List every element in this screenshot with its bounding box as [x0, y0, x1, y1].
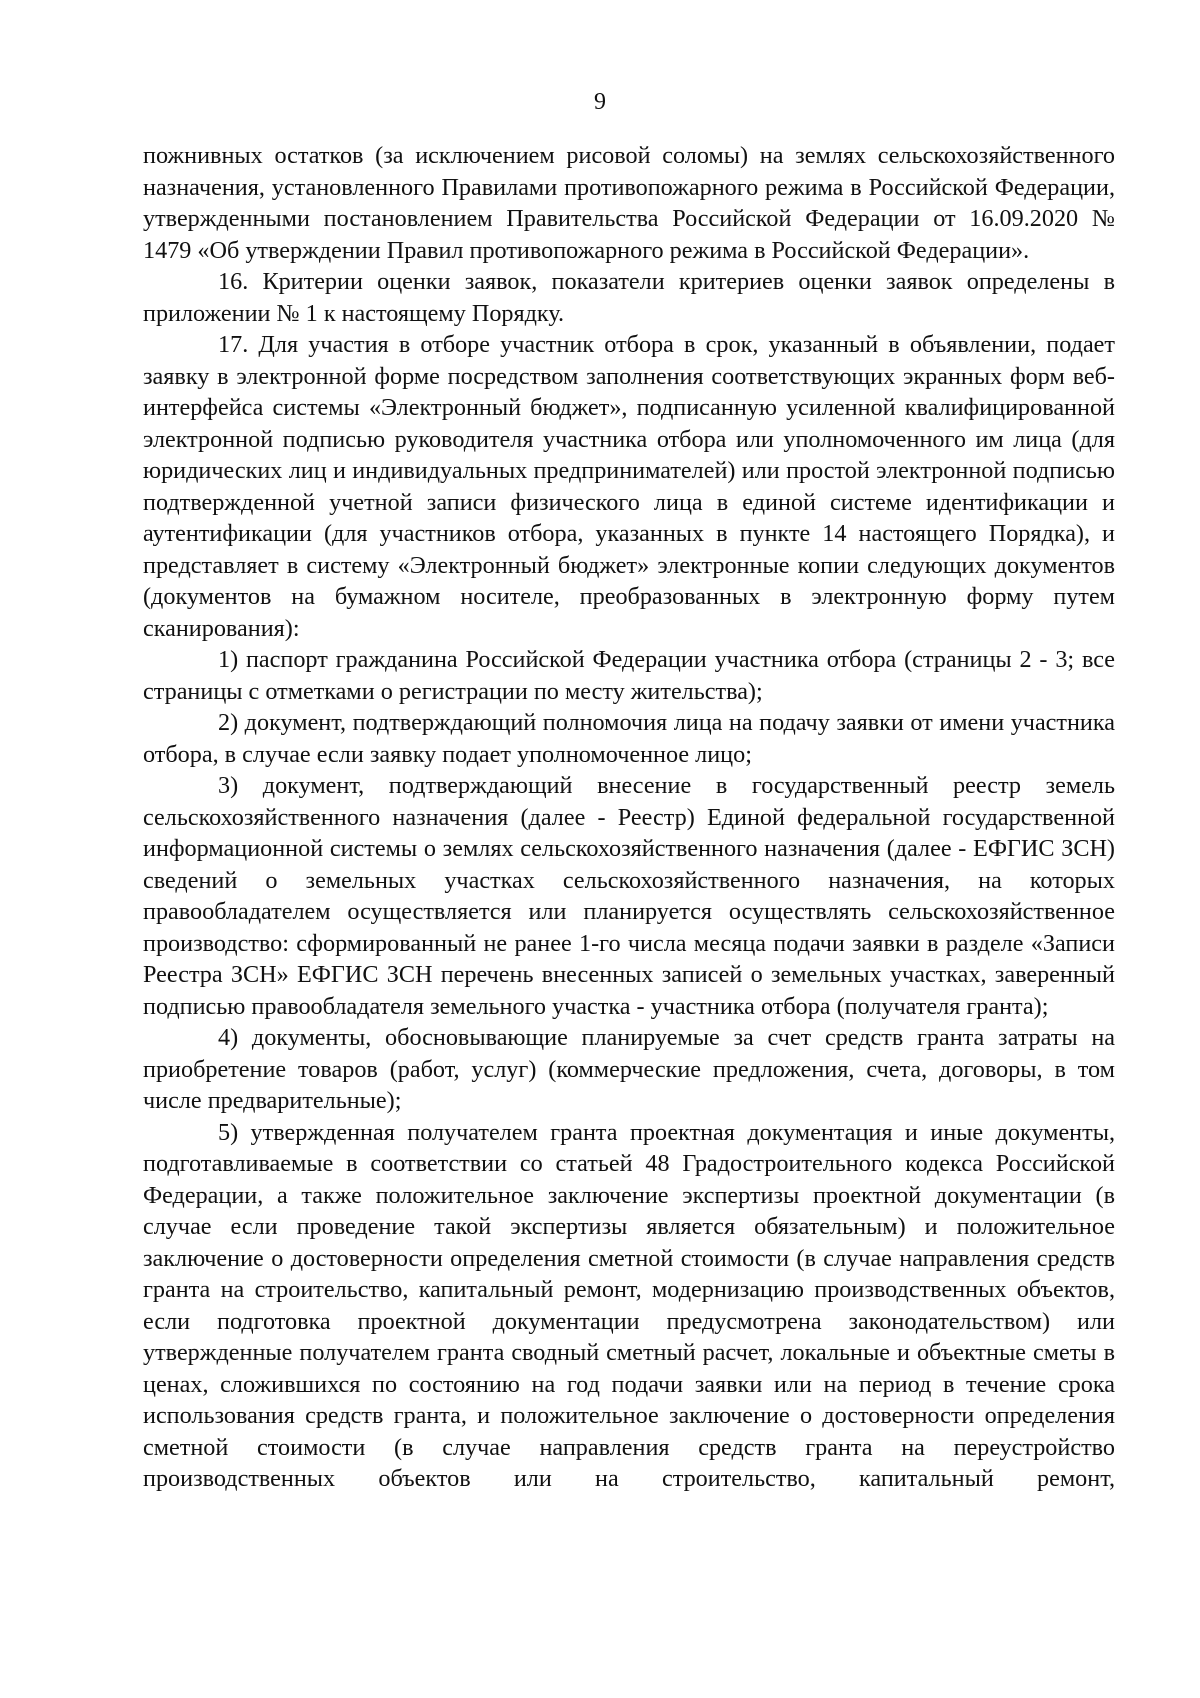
paragraph-subitem-4: 4) документы, обосновывающие планируемые за счет средств гранта затраты на приобретение товаров (работ, услуг) (коммерческие предложения, счета, договоры, в том числе предварительные); [143, 1024, 1115, 1114]
paragraph-continuation: пожнивных остатков (за исключением рисовой соломы) на землях сельскохозяйственного назначения, установленного Правилами противопожарного режима в Российской Федерации, утвержденными постановлением Правительства Российской Федерации от 16.09.2020 № 1479 «Об утверждении Правил противопожарного режима в Российской Федерации». [143, 142, 1115, 264]
paragraph-item-17: 17. Для участия в отборе участник отбора в срок, указанный в объявлении, подает заявку в электронной форме посредством заполнения соответствующих экранных форм веб-интерфейса системы «Электронный бюджет», подписанную усиленной квалифицированной электронной подписью руководителя участника отбора или уполномоченного им лица (для юридических лиц и индивидуальных предпринимателей) или простой электронной подписью подтвержденной учетной записи физического лица в единой системе идентификации и аутентификации (для участников отбора, указанных в пункте 14 настоящего Порядка), и представляет в систему «Электронный бюджет» электронные копии следующих документов (документов на бумажном носителе, преобразованных в электронную форму путем сканирования): [143, 331, 1115, 642]
document-body [143, 140, 1115, 1495]
paragraph-subitem-5: 5) утвержденная получателем гранта проектная документация и иные документы, подготавливаемые в соответствии со статьей 48 Градостроительного кодекса Российской Федерации, а также положительное заключение экспертизы проектной документации (в случае если проведение такой экспертизы является обязательным) и положительное заключение о достоверности определения сметной стоимости (в случае направления средств гранта на строительство, капитальный ремонт, модернизацию производственных объектов, если подготовка проектной документации предусмотрена законодательством) или утвержденные получателем гранта сводный сметный расчет, локальные и объектные сметы в ценах, сложившихся по состоянию на год подачи заявки или на период в течение срока использования средств гранта, и положительное заключение о достоверности определения сметной стоимости (в случае направления средств гранта на переустройство производственных объектов или на строительство, капитальный ремонт, [143, 1118, 1115, 1492]
paragraph-item-16: 16. Критерии оценки заявок, показатели критериев оценки заявок определены в приложении № 1 к настоящему Порядку. [143, 268, 1115, 327]
page-number: 9 [594, 89, 606, 115]
paragraph-subitem-1: 1) паспорт гражданина Российской Федерации участника отбора (страницы 2 - 3; все страницы с отметками о регистрации по месту жительства); [143, 646, 1115, 705]
paragraph-subitem-2: 2) документ, подтверждающий полномочия лица на подачу заявки от имени участника отбора, в случае если заявку подает уполномоченное лицо; [143, 709, 1115, 768]
paragraph-subitem-3: 3) документ, подтверждающий внесение в государственный реестр земель сельскохозяйственного назначения (далее - Реестр) Единой федеральной государственной информационной системы о землях сельскохозяйственного назначения (далее - ЕФГИС ЗСН) сведений о земельных участках сельскохозяйственного назначения, на которых правообладателем осуществляется или планируется осуществлять сельскохозяйственное производство: сформированный не ранее 1-го числа месяца подачи заявки в разделе «Записи Реестра ЗСН» ЕФГИС ЗСН перечень внесенных записей о земельных участках, заверенный подписью правообладателя земельного участка - участника отбора (получателя гранта); [143, 772, 1115, 1020]
